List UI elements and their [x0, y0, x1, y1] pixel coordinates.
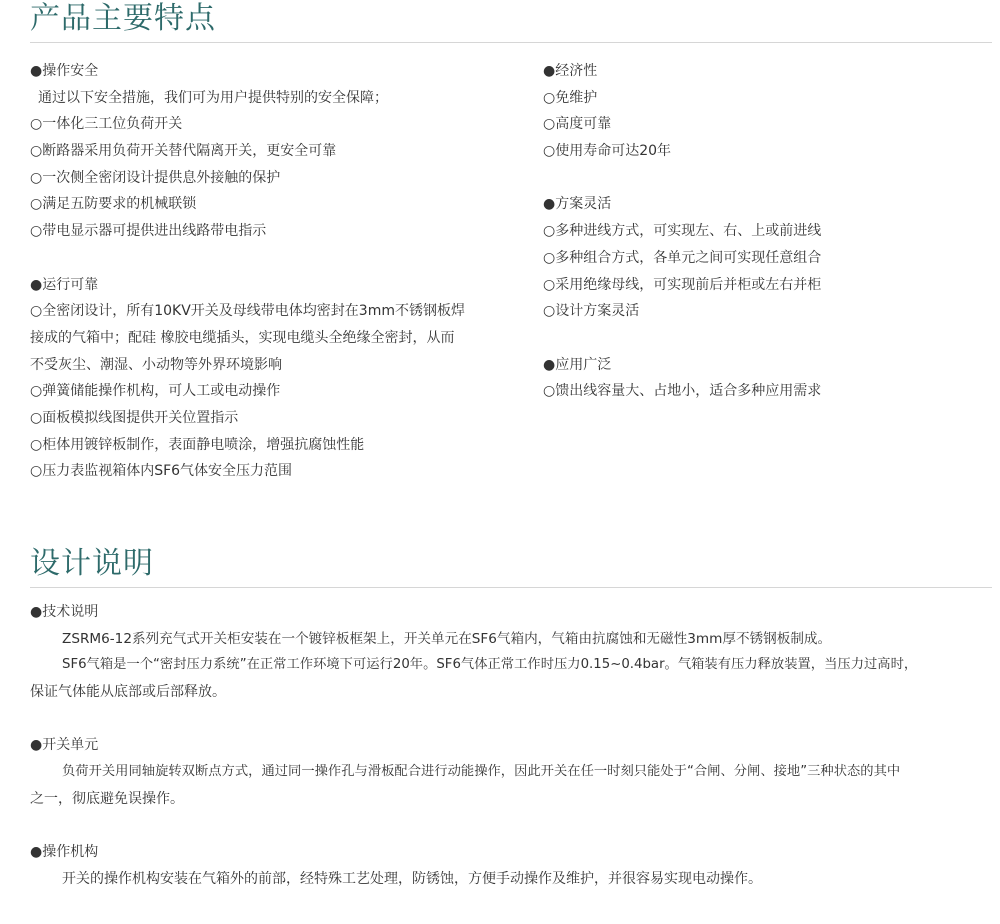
feature-item: ○高度可靠 — [543, 116, 612, 133]
design-paragraph: ZSRM6-12系列充气式开关柜安装在一个镀锌板框架上，开关单元在SF6气箱内，气箱由抗腐蚀和无磁性3mm厚不锈钢板制成。 — [62, 630, 832, 647]
feature-item: ○压力表监视箱体内SF6气体安全压力范围 — [30, 463, 293, 480]
design-paragraph: SF6气箱是一个“密封压力系统”在正常工作环境下可运行20年。SF6气体正常工作时压力0.15~0.4bar。气箱装有压力释放装置，当压力过高时， — [62, 657, 918, 673]
feature-item: ○弹簧储能操作机构，可人工或电动操作 — [30, 383, 281, 400]
feature-heading: ●方案灵活 — [543, 196, 612, 213]
feature-heading: ●经济性 — [543, 63, 598, 79]
section-title-design: 设计说明 — [30, 546, 154, 581]
design-heading: ●技术说明 — [30, 604, 99, 620]
feature-item: ○面板模拟线图提供开关位置指示 — [30, 409, 239, 426]
design-paragraph-continued: 之一，彻底避免误操作。 — [30, 790, 184, 807]
design-paragraph: 开关的操作机构安装在气箱外的前部，经特殊工艺处理，防锈蚀，方便手动操作及维护，并很容易实现电动操作。 — [62, 870, 762, 887]
section-divider — [30, 587, 992, 588]
feature-item: ○免维护 — [543, 89, 598, 106]
feature-item: ○采用绝缘母线，可实现前后并柜或左右并柜 — [543, 276, 822, 293]
feature-item: ○带电显示器可提供进出线路带电指示 — [30, 223, 267, 240]
design-paragraph: 负荷开关用同轴旋转双断点方式，通过同一操作孔与滑板配合进行动能操作，因此开关在任一时刻只能处于“合闸、分闸、接地”三种状态的其中 — [62, 764, 901, 780]
feature-item: ○满足五防要求的机械联锁 — [30, 196, 197, 213]
features-left-column — [30, 58, 520, 485]
feature-heading: ●运行可靠 — [30, 276, 99, 293]
feature-intro: 通过以下安全措施，我们可为用户提供特别的安全保障； — [38, 89, 388, 106]
feature-item-continued: 接成的气箱中；配硅 橡胶电缆插头，实现电缆头全绝缘全密封，从而 — [30, 329, 455, 346]
feature-item: ○馈出线容量大、占地小，适合多种应用需求 — [543, 383, 822, 400]
design-body — [30, 599, 995, 893]
feature-item: ○一体化三工位负荷开关 — [30, 116, 183, 133]
feature-heading: ●操作安全 — [30, 63, 99, 79]
design-paragraph-continued: 保证气体能从底部或后部释放。 — [30, 684, 226, 701]
feature-item: ○使用寿命可达20年 — [543, 143, 672, 160]
feature-item: ○设计方案灵活 — [543, 303, 640, 320]
design-heading: ●操作机构 — [30, 844, 99, 861]
section-divider — [30, 42, 992, 43]
feature-item: ○断路器采用负荷开关替代隔离开关，更安全可靠 — [30, 143, 337, 160]
design-heading: ●开关单元 — [30, 737, 99, 754]
section-title-features: 产品主要特点 — [30, 1, 216, 36]
features-right-column — [543, 58, 983, 405]
feature-item: ○一次侧全密闭设计提供息外接触的保护 — [30, 169, 281, 186]
feature-item: ○多种进线方式，可实现左、右、上或前进线 — [543, 223, 822, 240]
feature-item: ○柜体用镀锌板制作，表面静电喷涂，增强抗腐蚀性能 — [30, 436, 365, 453]
feature-item: ○全密闭设计，所有10KV开关及母线带电体均密封在3mm不锈钢板焊 — [30, 303, 465, 320]
feature-item: ○多种组合方式，各单元之间可实现任意组合 — [543, 249, 822, 266]
feature-item-continued: 不受灰尘、潮湿、小动物等外界环境影响 — [30, 356, 282, 373]
feature-heading: ●应用广泛 — [543, 356, 612, 373]
